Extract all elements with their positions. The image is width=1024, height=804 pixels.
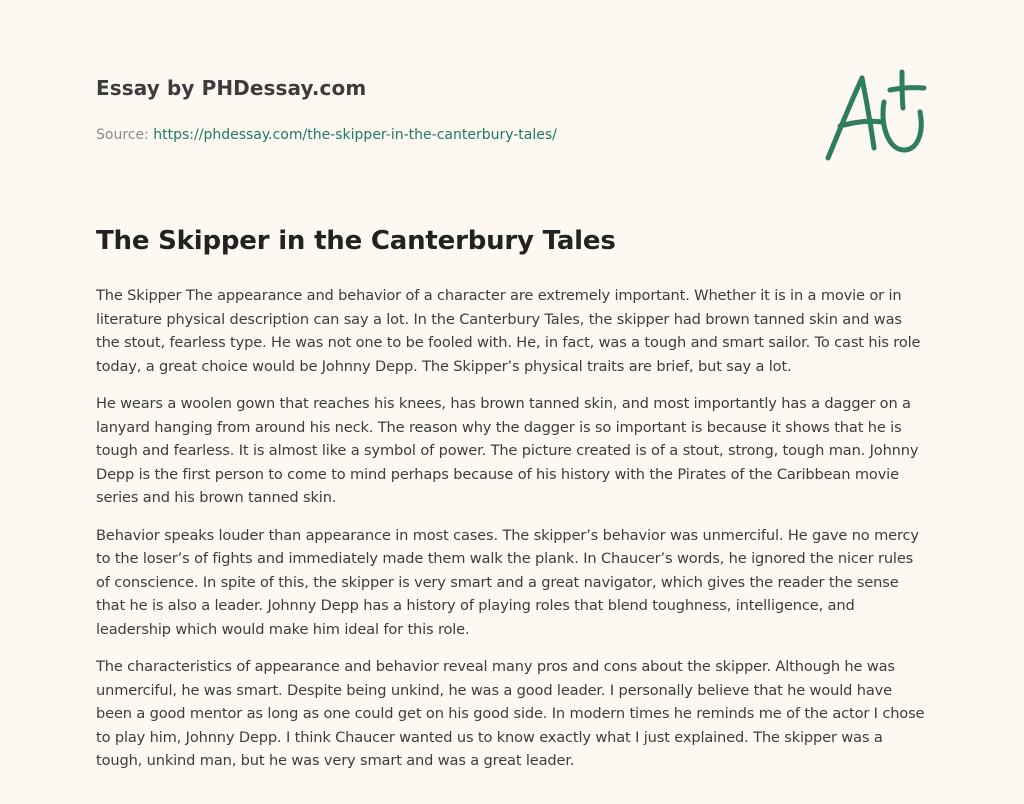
essay-paragraph: He wears a woolen gown that reaches his knees, has brown tanned skin, and most importantly has a dagger on a lanyard hanging from around his neck. The reason why the dagger is so important is because it shows that he is tough and fearless. It is almost like a symbol of power. The picture created is of a stout, strong, tough man. Johnny Depp is the first person to come to mind perhaps because of his history with the Pirates of the Caribbean movie series and his brown tanned skin.	[96, 395, 919, 506]
source-label: Source:	[96, 127, 154, 143]
source-link[interactable]: https://phdessay.com/the-skipper-in-the-canterbury-tales/	[153, 127, 557, 143]
essay-title: The Skipper in the Canterbury Tales	[96, 226, 616, 256]
essay-header	[96, 76, 796, 143]
a-plus-icon	[820, 64, 930, 168]
essay-paragraph: Behavior speaks louder than appearance in most cases. The skipper’s behavior was unmerciful. He gave no mercy to the loser’s of fights and immediately made them walk the plank. In Chaucer’s words, he ignored the nicer rules of conscience. In spite of this, the skipper is very smart and a great navigator, which gives the reader the sense that he is also a leader. Johnny Depp has a history of playing roles that blend toughness, intelligence, and leadership which would make him ideal for this role.	[96, 526, 919, 638]
essay-body	[96, 284, 928, 787]
essay-paragraph: The characteristics of appearance and behavior reveal many pros and cons about the skipper. Although he was unmerciful, he was smart. Despite being unkind, he was a good leader. I personally believe that he would have been a good mentor as long as one could get on his good side. In modern times he reminds me of the actor I chose to play him, Johnny Depp. I think Chaucer wanted us to know exactly what I just explained. The skipper was a tough, unkind man, but he was very smart and was a great leader.	[96, 658, 925, 769]
site-brand: Essay by PHDessay.com	[96, 76, 367, 100]
a-plus-grade-logo	[820, 64, 930, 168]
essay-paragraph: The Skipper The appearance and behavior of a character are extremely important. Whether it is in a movie or in literature physical description can say a lot. In the Canterbury Tales, the skipper had brown tanned skin and was the stout, fearless type. He was not one to be fooled with. He, in fact, was a tough and smart sailor. To cast his role today, a great choice would be Johnny Depp. The Skipper’s physical traits are brief, but say a lot.	[96, 287, 921, 375]
source-line	[96, 127, 796, 143]
